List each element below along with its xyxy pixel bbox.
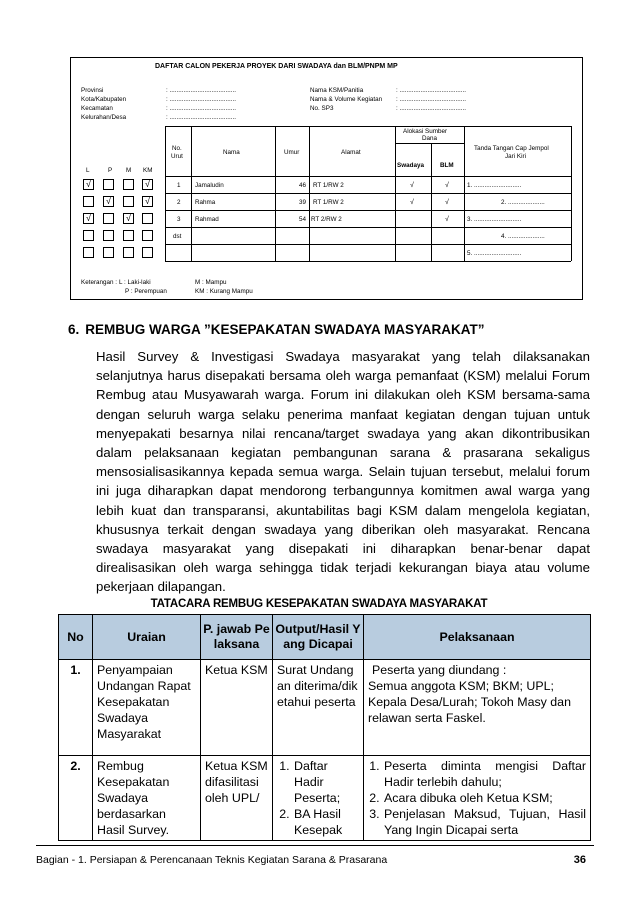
page-number: 36 <box>573 854 586 866</box>
form-figure <box>70 57 583 300</box>
table-row <box>59 660 591 756</box>
legend-item: P : Perempuan <box>125 288 167 295</box>
form-dots: : ...................................... <box>166 96 236 103</box>
form-row-no: dst <box>173 233 182 240</box>
row-pelaksanaan <box>364 660 591 756</box>
form-field-nama-ksm: Nama KSM/Panitia <box>310 87 364 94</box>
row-pjawab: Ketua KSM <box>201 660 273 756</box>
form-row-swadaya: √ <box>410 182 414 189</box>
form-field-kelurahan: Kelurahan/Desa <box>81 114 127 121</box>
checkbox <box>103 213 114 224</box>
row-number: 1. <box>59 660 93 756</box>
form-col-ttd: Tanda Tangan Cap Jempol <box>474 145 549 152</box>
pelaksanaan-item: 2. Acara dibuka oleh Ketua KSM; <box>383 790 586 806</box>
checkbox: √ <box>142 196 153 207</box>
legend-item: M : Mampu <box>195 279 227 286</box>
form-row-alamat: RT 2/RW 2 <box>311 216 342 223</box>
form-row-blm: √ <box>445 182 449 189</box>
pelaksanaan-item: 1. Peserta diminta mengisi Daftar Hadir terlebih dahulu; <box>383 758 586 790</box>
form-field-no-sp3: No. SP3 <box>310 105 334 112</box>
form-row-ttd: 5. ........................... <box>467 250 522 257</box>
form-row-no: 1 <box>177 182 181 189</box>
row-uraian: Rembug Kesepakatan Swadaya berdasarkan Hasil Survey. <box>93 756 201 841</box>
checkbox <box>142 213 153 224</box>
checkbox <box>103 230 114 241</box>
checkbox: √ <box>142 179 153 190</box>
table-header-row <box>59 615 591 660</box>
form-col-ttd-sub: Jari Kiri <box>505 153 526 160</box>
grid-line <box>165 193 571 194</box>
form-row-ttd: 1. ........................... <box>467 182 522 189</box>
form-row-blm: √ <box>445 216 449 223</box>
form-col-blm: BLM <box>440 162 454 169</box>
row-uraian: Penyampaian Undangan Rapat Kesepakatan Swadaya Masyarakat <box>93 660 201 756</box>
output-item: 2. BA Hasil Kesepak <box>293 806 359 838</box>
form-col-no: No. <box>172 145 182 152</box>
form-row-alamat: RT 1/RW 2 <box>313 182 344 189</box>
col-header-uraian: Uraian <box>93 615 201 660</box>
pelaksanaan-detail: Semua anggota KSM; BKM; UPL; Kepala Desa/Lurah; Tokoh Masy dan relawan serta Faskel. <box>368 679 571 725</box>
form-row-ttd: 2. ..................... <box>501 199 545 206</box>
checkbox: √ <box>83 179 94 190</box>
form-dots: : ...................................... <box>396 87 466 94</box>
row-output: Surat Undangan diterima/diketahui peserta <box>273 660 364 756</box>
form-dots: : ...................................... <box>166 87 236 94</box>
form-row-umur: 46 <box>299 182 307 189</box>
form-field-kota: Kota/Kabupaten <box>81 96 127 103</box>
legend-label: Keterangan : <box>81 279 118 286</box>
form-col-dana: Dana <box>422 135 438 142</box>
grid-line <box>165 126 571 127</box>
table-row <box>59 756 591 841</box>
checkbox <box>103 247 114 258</box>
form-col-alamat: Alamat <box>341 149 361 156</box>
checkbox-header-p: P <box>108 167 113 174</box>
grid-line <box>275 126 276 261</box>
checkbox <box>83 196 94 207</box>
legend-item: KM : Kurang Mampu <box>195 288 253 295</box>
checkbox-header-l: L <box>86 167 90 174</box>
pelaksanaan-item: 3. Penjelasan Maksud, Tujuan, Hasil Yang Ingin Dicapai serta <box>383 806 586 838</box>
section-paragraph: Hasil Survey & Investigasi Swadaya masyarakat yang telah dilaksanakan selanjutnya harus disepakati bersama oleh warga pemanfaat (KSM) melalui Forum Rembug atau Musyawarah warga. Forum ini dilakukan oleh KSM bersama-sama dengan seluruh warga selaku penerima manfaat kegiatan dengan tujuan untuk menyepakati besarnya nilai rencana/target swadaya yang akan dikontribusikan dalam pelaksanaan kegiatan pembangunan sarana & prasarana sekaligus mensosialisasikannya kepada semua warga. Selain tujuan tersebut, melalui forum ini juga diharapkan dapat mendorong terbangunnya komitmen awal warga yang lebih kuat dan transparansi, akuntabilitas bagi KSM dalam mengelola kegiatan, khususnya terkait dengan swadaya yang diberikan oleh masyarakat. Rencana swadaya masyarakat yang disepakati ini diharapkan benar-benar dapat direalisasikan oleh warga sehingga tidak terjadi kekurangan biaya atau volume pekerjaan dilapangan. <box>96 349 590 595</box>
form-col-umur: Umur <box>284 149 300 156</box>
checkbox <box>142 247 153 258</box>
section-heading <box>68 322 491 337</box>
checkbox: √ <box>83 213 94 224</box>
pelaksanaan-intro: Peserta yang diundang : <box>372 663 507 677</box>
form-field-nama-volume: Nama & Volume Kegiatan <box>310 96 383 103</box>
form-dots: : ...................................... <box>166 114 236 121</box>
form-field-kecamatan: Kecamatan <box>81 105 113 112</box>
form-col-alokasi: Alokasi Sumber <box>403 128 448 135</box>
checkbox <box>142 230 153 241</box>
form-row-ttd: 4. ..................... <box>501 233 545 240</box>
form-field-provinsi: Provinsi <box>81 87 104 94</box>
grid-line <box>309 126 310 261</box>
checkbox: √ <box>103 196 114 207</box>
form-col-urut: Urut <box>171 153 183 160</box>
row-number: 2. <box>59 756 93 841</box>
form-dots: : ...................................... <box>396 105 466 112</box>
section-title: REMBUG WARGA ”KESEPAKATAN SWADAYA MASYARAKAT” <box>85 322 485 337</box>
form-row-umur: 39 <box>299 199 307 206</box>
row-pelaksanaan <box>364 756 591 841</box>
legend-item: L : Laki-laki <box>119 279 151 286</box>
checkbox <box>123 247 134 258</box>
output-item: 1. Daftar Hadir Peserta; <box>293 758 359 806</box>
form-row-alamat: RT 1/RW 2 <box>313 199 344 206</box>
form-row-ttd: 3. ........................... <box>467 216 522 223</box>
grid-line <box>395 143 464 144</box>
checkbox <box>123 196 134 207</box>
checkbox <box>83 230 94 241</box>
form-row-umur: 54 <box>299 216 307 223</box>
col-header-no: No <box>59 615 93 660</box>
footer-text: Bagian - 1. Persiapan & Perencanaan Teknis Kegiatan Sarana & Prasarana <box>36 854 388 866</box>
checkbox-header-km: KM <box>143 167 153 174</box>
procedure-table <box>58 614 591 841</box>
grid-line <box>395 126 396 261</box>
checkbox <box>123 179 134 190</box>
form-row-swadaya: √ <box>410 199 414 206</box>
grid-line <box>431 143 432 261</box>
form-row-nama: Rahmad <box>195 216 219 223</box>
form-row-blm: √ <box>445 199 449 206</box>
grid-line <box>165 176 571 177</box>
form-dots: : ...................................... <box>396 96 466 103</box>
checkbox <box>123 230 134 241</box>
checkbox <box>103 179 114 190</box>
grid-line <box>571 126 572 261</box>
checkbox <box>83 247 94 258</box>
checkbox: √ <box>123 213 134 224</box>
section-number: 6. <box>68 322 80 337</box>
form-dots: : ...................................... <box>166 105 236 112</box>
form-col-nama: Nama <box>223 149 240 156</box>
form-row-no: 3 <box>177 216 181 223</box>
grid-line <box>165 261 571 262</box>
form-col-swadaya: Swadaya <box>397 162 424 169</box>
page-footer <box>36 845 594 866</box>
row-output <box>273 756 364 841</box>
grid-line <box>464 126 465 261</box>
grid-line <box>165 126 166 261</box>
form-row-no: 2 <box>177 199 181 206</box>
grid-line <box>165 210 571 211</box>
form-title: DAFTAR CALON PEKERJA PROYEK DARI SWADAYA dan BLM/PNPM MP <box>155 63 398 70</box>
col-header-pjawab: P. jawab Pelaksana <box>201 615 273 660</box>
form-row-nama: Jamaludin <box>195 182 224 189</box>
form-row-nama: Rahma <box>195 199 216 206</box>
col-header-pelaksanaan: Pelaksanaan <box>364 615 591 660</box>
checkbox-header-m: M <box>126 167 132 174</box>
table-title: TATACARA REMBUG KESEPAKATAN SWADAYA MASYARAKAT <box>150 598 488 610</box>
grid-line <box>191 126 192 261</box>
grid-line <box>165 244 571 245</box>
row-pjawab: Ketua KSM difasilitasi oleh UPL/ <box>201 756 273 841</box>
grid-line <box>165 227 571 228</box>
col-header-output: Output/Hasil Yang Dicapai <box>273 615 364 660</box>
